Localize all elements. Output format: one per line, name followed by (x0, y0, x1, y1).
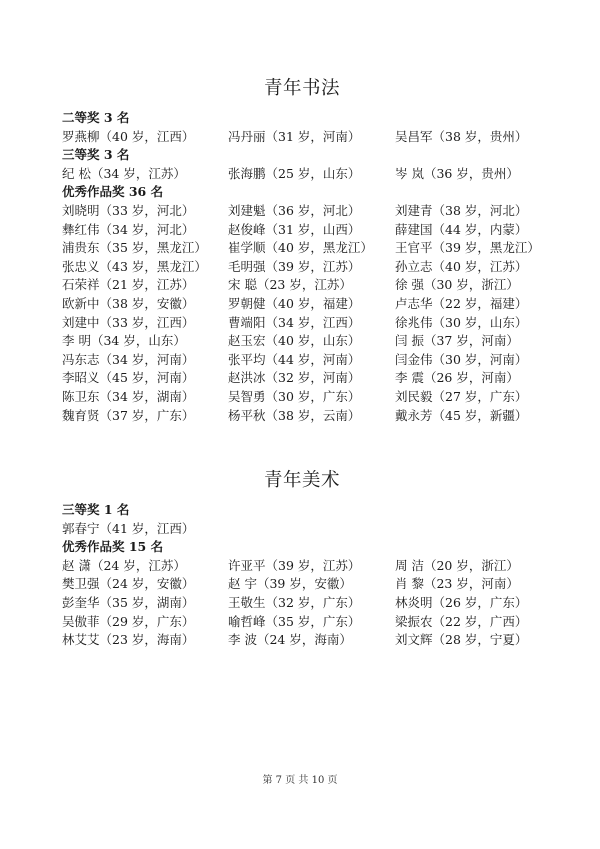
winner-entry: 吴傲菲（29 岁，广东） (62, 613, 195, 629)
winner-entry: 王敬生（32 岁，广东） (228, 594, 361, 610)
winner-entry: 肖 黎（23 岁，河南） (395, 576, 519, 592)
winner-entry: 刘民毅（27 岁，广东） (395, 388, 528, 404)
winner-entry: 刘建青（38 岁，河北） (395, 202, 528, 218)
winner-entry: 樊卫强（24 岁，安徽） (62, 576, 195, 592)
winner-entry: 张平均（44 岁，河南） (228, 351, 361, 367)
winner-entry: 李 波（24 岁，海南） (228, 632, 352, 648)
section-title: 青年美术 (263, 470, 340, 491)
winner-entry: 纪 松（34 岁，江苏） (62, 165, 186, 181)
winner-row (62, 221, 542, 240)
winner-entry: 杨平秋（38 岁，云南） (228, 407, 361, 423)
winner-row (62, 351, 542, 370)
winner-entry: 罗朝健（40 岁，福建） (228, 295, 361, 311)
winner-entry: 欧新中（38 岁，安徽） (62, 295, 195, 311)
winner-entry: 梁振农（22 岁，广西） (395, 613, 528, 629)
winner-row (62, 165, 542, 184)
winner-row (62, 407, 542, 426)
winner-row (62, 332, 542, 351)
winner-row (62, 575, 542, 594)
winner-entry: 陈卫东（34 岁，湖南） (62, 388, 195, 404)
winner-entry: 赵 宇（39 岁，安徽） (228, 576, 352, 592)
page-number: 第 7 页 共 10 页 (262, 775, 338, 786)
prize-label: 二等奖 3 名 (62, 110, 130, 125)
section-youth-fine-art (62, 470, 542, 650)
winner-row (62, 520, 542, 539)
winner-entry: 刘文辉（28 岁，宁夏） (395, 632, 528, 648)
winner-row (62, 613, 542, 632)
winner-entry: 彭奎华（35 岁，湖南） (62, 594, 195, 610)
winner-entry: 林炎明（26 岁，广东） (395, 594, 528, 610)
winner-entry: 徐兆伟（30 岁，山东） (395, 314, 528, 330)
winner-entry: 赵玉宏（40 岁，山东） (228, 333, 361, 349)
winner-entry: 刘建中（33 岁，江西） (62, 314, 195, 330)
prize-label: 优秀作品奖 36 名 (62, 184, 164, 200)
winner-row (62, 557, 542, 576)
winner-entry: 罗燕柳（40 岁，江西） (62, 128, 195, 144)
winner-entry (395, 520, 542, 539)
section-youth-calligraphy (62, 78, 542, 425)
winner-entry: 刘建魁（36 岁，河北） (228, 202, 361, 218)
winner-row (62, 631, 542, 650)
winner-entry: 李昭义（45 岁，河南） (62, 370, 195, 386)
winner-entry: 刘晓明（33 岁，河北） (62, 202, 195, 218)
winner-entry: 张忠义（43 岁，黑龙江） (62, 258, 207, 274)
winner-entry: 赵 潇（24 岁，江苏） (62, 557, 186, 573)
winner-entry: 喻哲峰（35 岁，广东） (228, 613, 361, 629)
prize-label: 三等奖 1 名 (62, 502, 130, 517)
winner-entry: 周 洁（20 岁，浙江） (395, 557, 519, 573)
prize-label: 三等奖 3 名 (62, 147, 130, 163)
winner-row (62, 276, 542, 295)
winner-entry: 许亚平（39 岁，江苏） (228, 557, 361, 573)
winner-row (62, 388, 542, 407)
winner-entry: 戴永芳（45 岁，新疆） (395, 407, 528, 423)
winner-row (62, 128, 542, 147)
winner-entry: 岑 岚（36 岁，贵州） (395, 165, 519, 181)
winner-entry: 张海鹏（25 岁，山东） (228, 165, 361, 181)
winner-entry: 吴昌军（38 岁，贵州） (395, 128, 528, 144)
winner-entry: 赵俊峰（31 岁，山西） (228, 221, 361, 237)
winner-entry: 宋 聪（23 岁，江苏） (228, 277, 352, 293)
winner-entry (228, 520, 395, 539)
winner-entry: 毛明强（39 岁，江苏） (228, 258, 361, 274)
winner-entry: 孙立志（40 岁，江苏） (395, 258, 528, 274)
winner-row (62, 369, 542, 388)
winner-entry: 郭春宁（41 岁，江西） (62, 520, 195, 536)
winner-entry: 李 震（26 岁，河南） (395, 370, 519, 386)
winner-entry: 吴智勇（30 岁，广东） (228, 388, 361, 404)
winner-entry: 薛建国（44 岁，内蒙） (395, 221, 528, 237)
winner-entry: 石荣祥（21 岁，江苏） (62, 277, 195, 293)
winner-entry: 冯东志（34 岁，河南） (62, 351, 195, 367)
winner-entry: 闫金伟（30 岁，河南） (395, 351, 528, 367)
winner-entry: 魏育贤（37 岁，广东） (62, 407, 195, 423)
winner-entry: 冯丹丽（31 岁，河南） (228, 128, 361, 144)
winner-row (62, 314, 542, 333)
winner-entry: 林艾艾（23 岁，海南） (62, 632, 195, 648)
winner-row (62, 202, 542, 221)
winner-entry: 徐 强（30 岁，浙江） (395, 277, 519, 293)
winner-entry: 李 明（34 岁，山东） (62, 333, 186, 349)
winner-row (62, 239, 542, 258)
prize-label: 优秀作品奖 15 名 (62, 539, 164, 555)
winner-row (62, 258, 542, 277)
section-title: 青年书法 (263, 78, 340, 99)
winner-row (62, 594, 542, 613)
winner-entry: 卢志华（22 岁，福建） (395, 295, 528, 311)
winner-entry: 曹端阳（34 岁，江西） (228, 314, 361, 330)
winner-row (62, 295, 542, 314)
winner-entry: 赵洪冰（32 岁，河南） (228, 370, 361, 386)
winner-entry: 彝红伟（34 岁，河北） (62, 221, 195, 237)
winner-entry: 浦贵东（35 岁，黑龙江） (62, 240, 207, 256)
winner-entry: 崔学顺（40 岁，黑龙江） (228, 240, 373, 256)
winner-entry: 闫 振（37 岁，河南） (395, 333, 519, 349)
winner-entry: 王官平（39 岁，黑龙江） (395, 240, 540, 256)
